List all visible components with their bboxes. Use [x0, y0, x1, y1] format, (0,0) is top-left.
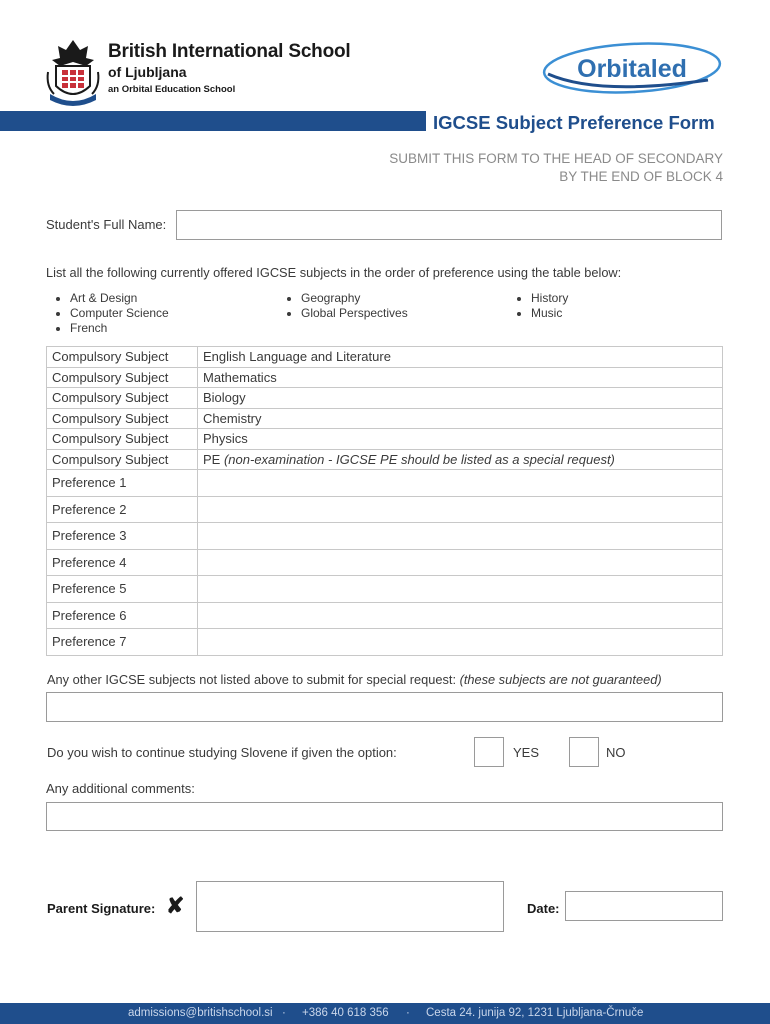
- table-row: [47, 549, 723, 576]
- list-item: • Art & Design: [70, 291, 169, 306]
- preference-1-input[interactable]: [198, 470, 723, 497]
- slovene-yes-label: YES: [513, 745, 540, 760]
- row-label: Preference 6: [47, 602, 198, 629]
- special-request-input[interactable]: [46, 692, 723, 722]
- table-row: [47, 602, 723, 629]
- title-band: [0, 111, 426, 131]
- list-item: • Global Perspectives: [301, 306, 408, 321]
- preference-5-input[interactable]: [198, 576, 723, 603]
- footer-separator: ·: [282, 1007, 286, 1019]
- row-label: Compulsory Subject: [47, 388, 198, 409]
- row-label: Compulsory Subject: [47, 429, 198, 450]
- signature-cross-icon: ✘: [166, 893, 185, 918]
- table-row: [47, 388, 723, 409]
- slovene-yes-checkbox[interactable]: [474, 737, 504, 767]
- submit-instruction-line2: BY THE END OF BLOCK 4: [559, 169, 723, 184]
- instructions-text: List all the following currently offered IGCSE subjects in the order of preference using the table below:: [46, 265, 622, 280]
- table-row: [47, 576, 723, 603]
- list-item: • History: [531, 291, 568, 306]
- parent-signature-label: Parent Signature:: [47, 901, 156, 916]
- offered-subjects-col2: [277, 291, 408, 321]
- table-row: [47, 429, 723, 450]
- preference-3-input[interactable]: [198, 523, 723, 550]
- row-label: Compulsory Subject: [47, 408, 198, 429]
- offered-subjects-col3: [507, 291, 568, 321]
- preference-7-input[interactable]: [198, 629, 723, 656]
- row-label: Compulsory Subject: [47, 449, 198, 470]
- school-tagline: an Orbital Education School: [108, 84, 236, 95]
- preference-4-input[interactable]: [198, 549, 723, 576]
- subject-preference-table: [46, 346, 723, 656]
- row-label: Compulsory Subject: [47, 347, 198, 368]
- footer-email: admissions@britishschool.si: [128, 1007, 273, 1019]
- compulsory-subject: Physics: [198, 429, 723, 450]
- table-row: [47, 408, 723, 429]
- compulsory-subject-pe: [198, 449, 723, 470]
- school-crest-logo: [44, 36, 102, 108]
- list-item: • Computer Science: [70, 306, 169, 321]
- row-label: Preference 1: [47, 470, 198, 497]
- pe-note: (non-examination - IGCSE PE should be listed as a special request): [223, 451, 615, 467]
- compulsory-subject: English Language and Literature: [198, 347, 723, 368]
- orbitaled-logo: [538, 40, 726, 96]
- submit-instruction-line1: SUBMIT THIS FORM TO THE HEAD OF SECONDARY: [389, 151, 723, 166]
- row-label: Preference 3: [47, 523, 198, 550]
- slovene-question: Do you wish to continue studying Slovene if given the option:: [47, 745, 397, 760]
- school-subtitle: of Ljubljana: [108, 64, 187, 80]
- table-row: [47, 347, 723, 368]
- special-request-label: [47, 672, 662, 687]
- table-row: [47, 367, 723, 388]
- preference-2-input[interactable]: [198, 496, 723, 523]
- table-row: [47, 449, 723, 470]
- compulsory-subject: Biology: [198, 388, 723, 409]
- comments-input[interactable]: [46, 802, 723, 831]
- row-label: Preference 2: [47, 496, 198, 523]
- list-item: • Geography: [301, 291, 408, 306]
- pe-subject: PE: [203, 451, 221, 467]
- student-name-input[interactable]: [176, 210, 722, 240]
- orbitaled-logo-text: Orbitaled: [577, 55, 687, 83]
- form-title: IGCSE Subject Preference Form: [433, 112, 715, 133]
- date-input[interactable]: [565, 891, 723, 921]
- special-request-note: (these subjects are not guaranteed): [459, 672, 662, 687]
- date-label: Date:: [527, 901, 560, 916]
- school-name: British International School: [108, 41, 351, 62]
- footer-bar: [0, 1003, 770, 1024]
- row-label: Preference 7: [47, 629, 198, 656]
- row-label: Compulsory Subject: [47, 367, 198, 388]
- row-label: Preference 5: [47, 576, 198, 603]
- compulsory-subject: Mathematics: [198, 367, 723, 388]
- slovene-no-label: NO: [606, 745, 626, 760]
- footer-address: Cesta 24. junija 92, 1231 Ljubljana-Črnuče: [426, 1007, 644, 1019]
- table-row: [47, 496, 723, 523]
- student-name-label: Student's Full Name:: [46, 217, 167, 232]
- list-item: • French: [70, 321, 169, 336]
- offered-subjects-col1: [46, 291, 169, 336]
- row-label: Preference 4: [47, 549, 198, 576]
- special-request-text: Any other IGCSE subjects not listed above to submit for special request:: [47, 672, 456, 687]
- compulsory-subject: Chemistry: [198, 408, 723, 429]
- footer-separator: ·: [406, 1007, 410, 1019]
- table-row: [47, 470, 723, 497]
- table-row: [47, 523, 723, 550]
- comments-label: Any additional comments:: [46, 781, 195, 796]
- footer-phone: +386 40 618 356: [302, 1007, 389, 1019]
- preference-6-input[interactable]: [198, 602, 723, 629]
- table-row: [47, 629, 723, 656]
- slovene-no-checkbox[interactable]: [569, 737, 599, 767]
- parent-signature-input[interactable]: [196, 881, 504, 932]
- list-item: • Music: [531, 306, 568, 321]
